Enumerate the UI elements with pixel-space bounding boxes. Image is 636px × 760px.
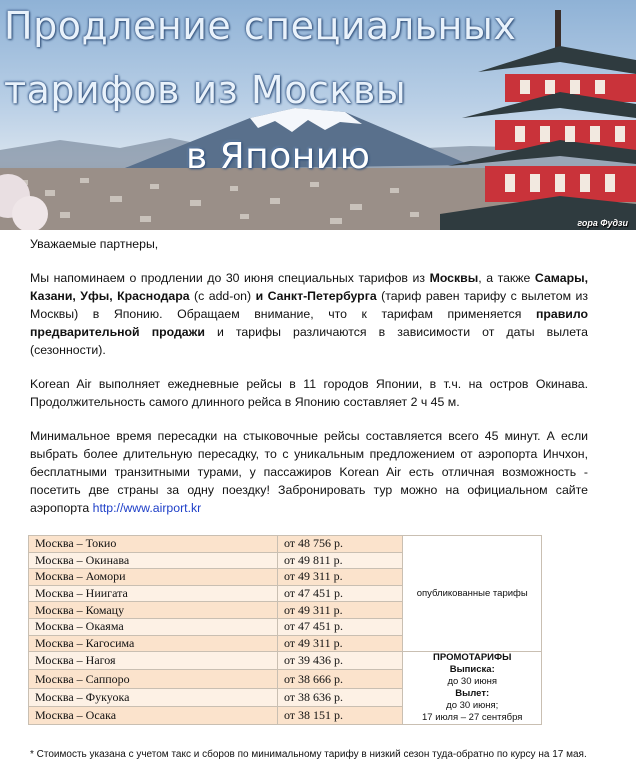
price-cell: от 49 311 р. <box>277 602 402 619</box>
price-cell: от 38 666 р. <box>277 670 402 688</box>
route-cell: Москва – Ниигата <box>29 585 278 602</box>
paragraph-extension <box>30 269 588 359</box>
price-cell: от 39 436 р. <box>277 652 402 670</box>
text-run: , а также <box>478 271 535 285</box>
footnote: * Стоимость указана с учетом такс и сборов по минимальному тарифу в низкий сезон туда-обратно по курсу на 17 мая. <box>30 749 587 760</box>
text-run: (тариф равен тарифу с вылетом из Москвы) в Японию. Обращаем внимание, что к тарифам применяется <box>30 289 589 321</box>
photo-caption: гора Фудзи <box>577 218 628 228</box>
route-cell: Москва – Аомори <box>29 569 278 586</box>
greeting: Уважаемые партнеры, <box>30 237 159 251</box>
route-cell: Москва – Саппоро <box>29 670 278 688</box>
published-fares-label: опубликованные тарифы <box>403 536 542 652</box>
price-cell: от 38 151 р. <box>277 706 402 724</box>
banner-title-line-1: Продление специальных <box>4 4 517 48</box>
bold-cities: Самары, Казани, Уфы, Краснодара <box>30 271 588 303</box>
price-cell: от 47 451 р. <box>277 618 402 635</box>
promo-sale-value: до 30 июня <box>447 676 497 688</box>
text-run: Мы напоминаем о продлении до 30 июня специальных тарифов из <box>30 271 430 285</box>
price-cell: от 49 311 р. <box>277 635 402 652</box>
table-row <box>29 536 542 553</box>
price-cell: от 49 311 р. <box>277 569 402 586</box>
text-run: и тарифы различаются в зависимости от даты вылета (сезонности). <box>30 325 588 357</box>
bold-moscow: Москвы <box>429 271 479 285</box>
promo-flight-value-2: 17 июля – 27 сентября <box>422 712 523 724</box>
bold-advance-purchase: правило предварительной продажи <box>30 307 588 339</box>
price-cell: от 48 756 р. <box>277 536 402 553</box>
price-cell: от 47 451 р. <box>277 585 402 602</box>
letter-body <box>0 235 636 517</box>
route-cell: Москва – Токио <box>29 536 278 553</box>
text-run: Минимальное время пересадки на стыковочные рейсы составляется всего 45 минут. А если выбрать более длительную пересадку, то с уникальным предложением от аэропорта Инчхон, бесплатными транзитными турами, у пассажиров Korean Air есть отличная возможность - посетить две страны за одну поездку! Забронировать тур можно на официальном сайте аэропорта <box>30 429 588 515</box>
bold-spb: и Санкт-Петербурга <box>255 289 377 303</box>
route-cell: Москва – Окаяма <box>29 618 278 635</box>
text-run: (с add-on) <box>189 289 256 303</box>
hero-banner <box>0 0 636 230</box>
banner-title-line-2: тарифов из Москвы <box>4 68 407 112</box>
route-cell: Москва – Кагосима <box>29 635 278 652</box>
paragraph-transfer <box>30 427 588 517</box>
promo-sale-label: Выписка: <box>449 664 495 676</box>
airport-link[interactable]: http://www.airport.kr <box>92 501 202 515</box>
fares-table <box>28 535 542 725</box>
route-cell: Москва – Комацу <box>29 602 278 619</box>
promo-fares-note <box>403 652 542 725</box>
route-cell: Москва – Осака <box>29 706 278 724</box>
promo-flight-value-1: до 30 июня; <box>446 700 499 712</box>
route-cell: Москва – Фукуока <box>29 688 278 706</box>
table-row <box>29 652 542 670</box>
promo-title: ПРОМОТАРИФЫ <box>433 652 512 664</box>
route-cell: Москва – Нагоя <box>29 652 278 670</box>
promo-flight-label: Вылет: <box>455 688 490 700</box>
route-cell: Москва – Окинава <box>29 552 278 569</box>
paragraph-flights: Korean Air выполняет ежедневные рейсы в 11 городов Японии, в т.ч. на остров Окинава. Продолжительность самого длинного рейса в Японию составляет 2 ч 45 м. <box>30 377 588 409</box>
price-cell: от 49 811 р. <box>277 552 402 569</box>
price-cell: от 38 636 р. <box>277 688 402 706</box>
banner-title-line-3: в Японию <box>186 136 371 177</box>
